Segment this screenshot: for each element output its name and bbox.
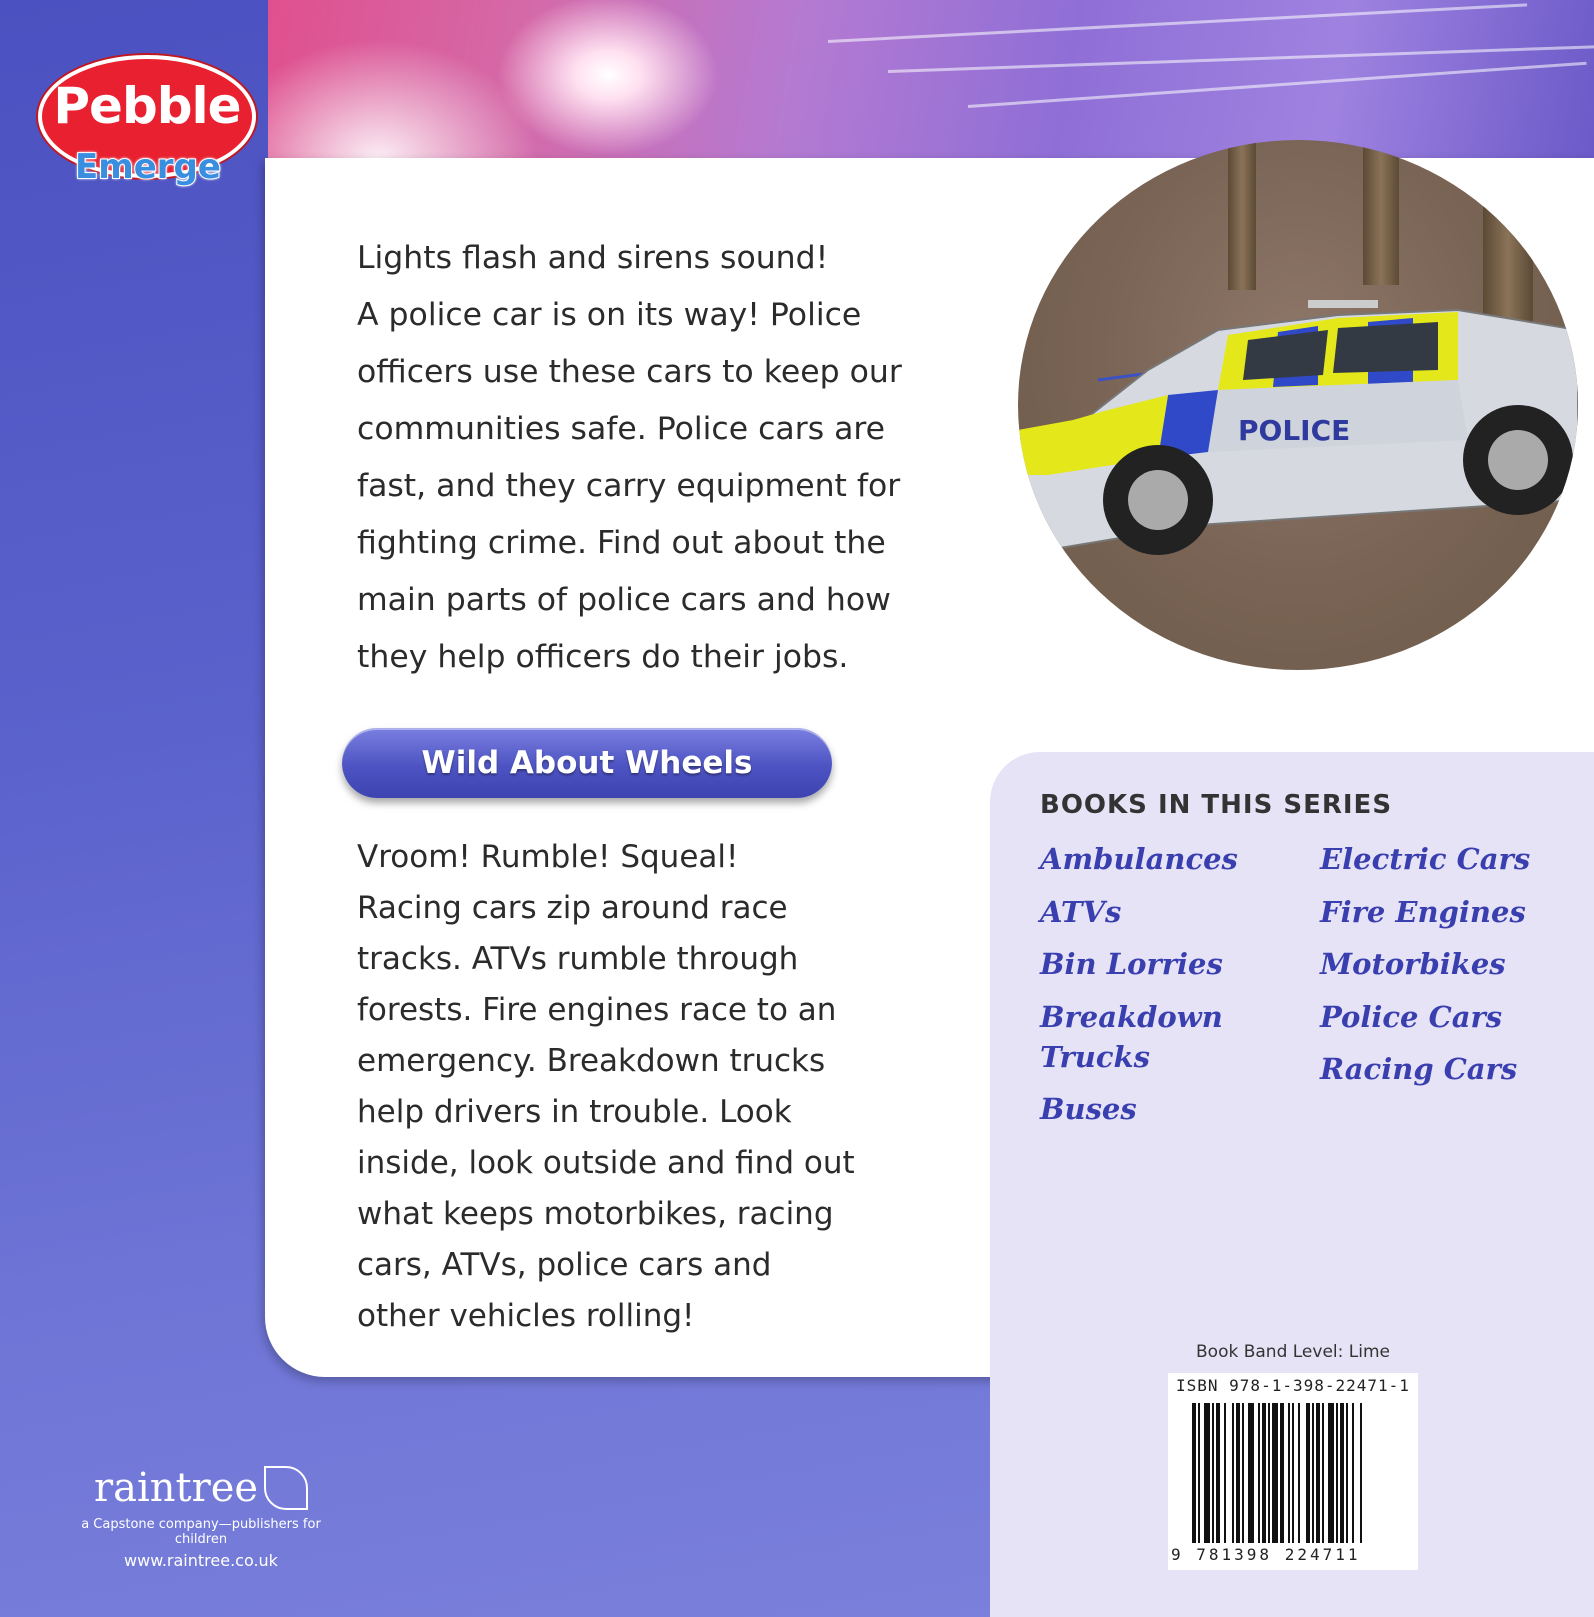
series-title: Motorbikes	[1320, 947, 1506, 981]
series-blurb-line: help drivers in trouble. Look	[357, 1094, 792, 1130]
publisher-url: www.raintree.co.uk	[124, 1551, 278, 1570]
police-car-illustration	[1018, 140, 1578, 670]
series-blurb-line: Racing cars zip around race	[357, 890, 788, 926]
publisher-name: raintree	[93, 1465, 259, 1511]
blurb-line: communities safe. Police cars are	[357, 411, 886, 447]
blurb-line: they help officers do their jobs.	[357, 639, 849, 675]
series-blurb-line: inside, look outside and find out	[357, 1145, 855, 1181]
blurb-line: fighting crime. Find out about the	[357, 525, 886, 561]
publisher-tagline: a Capstone company—publishers for children	[81, 1517, 321, 1547]
blurb-line: A police car is on its way! Police	[357, 297, 862, 333]
series-blurb-line: tracks. ATVs rumble through	[357, 941, 799, 977]
series-blurb-line: what keeps motorbikes, racing	[357, 1196, 834, 1232]
series-blurb-line: forests. Fire engines race to an	[357, 992, 837, 1028]
police-car-photo	[1018, 140, 1578, 670]
series-blurb-text	[357, 832, 937, 1342]
barcode	[1168, 1373, 1418, 1570]
series-title: Breakdown Trucks	[1040, 999, 1223, 1074]
barcode-number: 9 781398 224711	[1171, 1545, 1361, 1564]
series-blurb-line: emergency. Breakdown trucks	[357, 1043, 826, 1079]
series-blurb-line: Vroom! Rumble! Squeal!	[357, 839, 739, 875]
logo-brand: Pebble	[53, 77, 241, 135]
light-streak-banner	[268, 0, 1594, 160]
book-band-level: Book Band Level: Lime	[1196, 1342, 1390, 1362]
publisher-block	[66, 1465, 336, 1570]
series-banner: Wild About Wheels	[342, 728, 832, 798]
leaf-icon	[264, 1466, 308, 1510]
series-title: Buses	[1040, 1091, 1137, 1126]
car-police-label: POLICE	[1238, 414, 1351, 447]
series-list-left	[1040, 833, 1238, 1135]
logo-sub: Emerge	[75, 147, 221, 187]
series-title: Fire Engines	[1320, 894, 1526, 929]
series-title: Racing Cars	[1320, 1052, 1518, 1086]
series-title: Bin Lorries	[1040, 947, 1223, 981]
series-title: ATVs	[1040, 894, 1122, 929]
series-heading: BOOKS IN THIS SERIES	[1040, 790, 1393, 820]
series-title: Ambulances	[1040, 842, 1238, 876]
series-title: Electric Cars	[1320, 842, 1531, 876]
blurb-line: officers use these cars to keep our	[357, 354, 902, 390]
pebble-emerge-logo	[38, 55, 250, 195]
series-blurb-line: other vehicles rolling!	[357, 1298, 695, 1334]
barcode-bars	[1192, 1403, 1402, 1543]
blurb-text	[357, 230, 937, 686]
series-blurb-line: cars, ATVs, police cars and	[357, 1247, 772, 1283]
blurb-line: fast, and they carry equipment for	[357, 468, 901, 504]
series-list-right	[1320, 833, 1530, 1096]
blurb-line: Lights flash and sirens sound!	[357, 240, 829, 276]
blurb-line: main parts of police cars and how	[357, 582, 891, 618]
series-title: Police Cars	[1320, 999, 1503, 1034]
isbn-text: ISBN 978-1-398-22471-1	[1176, 1376, 1410, 1395]
